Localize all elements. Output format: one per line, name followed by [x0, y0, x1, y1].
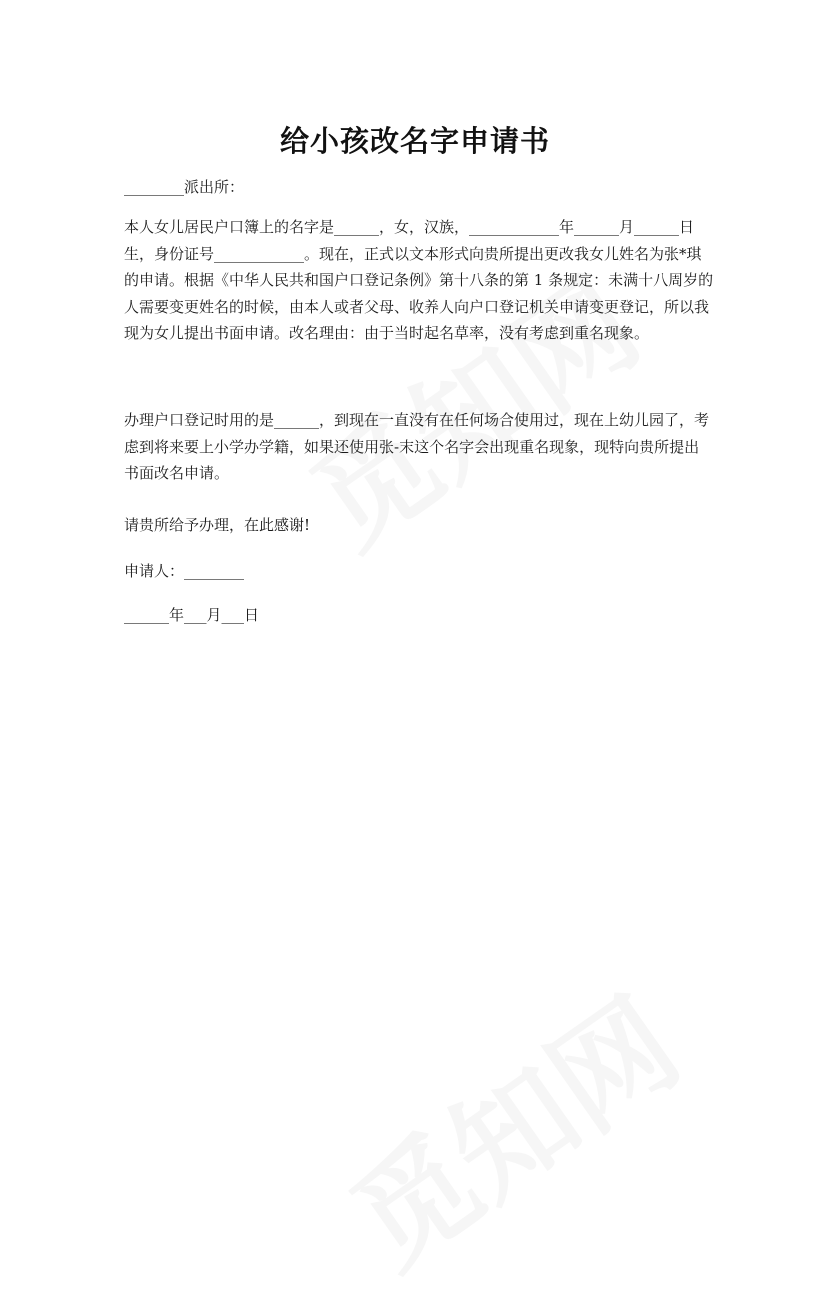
- paragraph-reason: 办理户口登记时用的是______，到现在一直没有在任何场合使用过，现在上幼儿园了，考虑到将来要上小学办学籍，如果还使用张-末这个名字会出现重名现象，现特向贵所提出书面改名申请。: [124, 411, 710, 482]
- addressee-line: ________派出所：: [124, 178, 245, 196]
- applicant-line: 申请人：________: [124, 562, 245, 580]
- document-title: 给小孩改名字申请书: [279, 124, 550, 159]
- paragraph-thanks: 请贵所给予办理，在此感谢!: [124, 516, 311, 534]
- watermark: [313, 952, 707, 1299]
- paragraph-request: 本人女儿居民户口簿上的名字是______，女，汉族，____________年______月______日生，身份证号____________。现在，正式以文本形式向贵所提出更改我女儿姓名为张*琪的申请。根据《中华人民共和国户口登记条例》第十八条的第 1 条规定：未满十八周岁的人需要变更姓名的时候，由本人或者父母、收养人向户口登记机关申请变更登记，所以我现为女儿提出书面申请。改名理由：由于当时起名草率，没有考虑到重名现象。: [124, 218, 714, 342]
- date-line: ______年___月___日: [124, 606, 260, 624]
